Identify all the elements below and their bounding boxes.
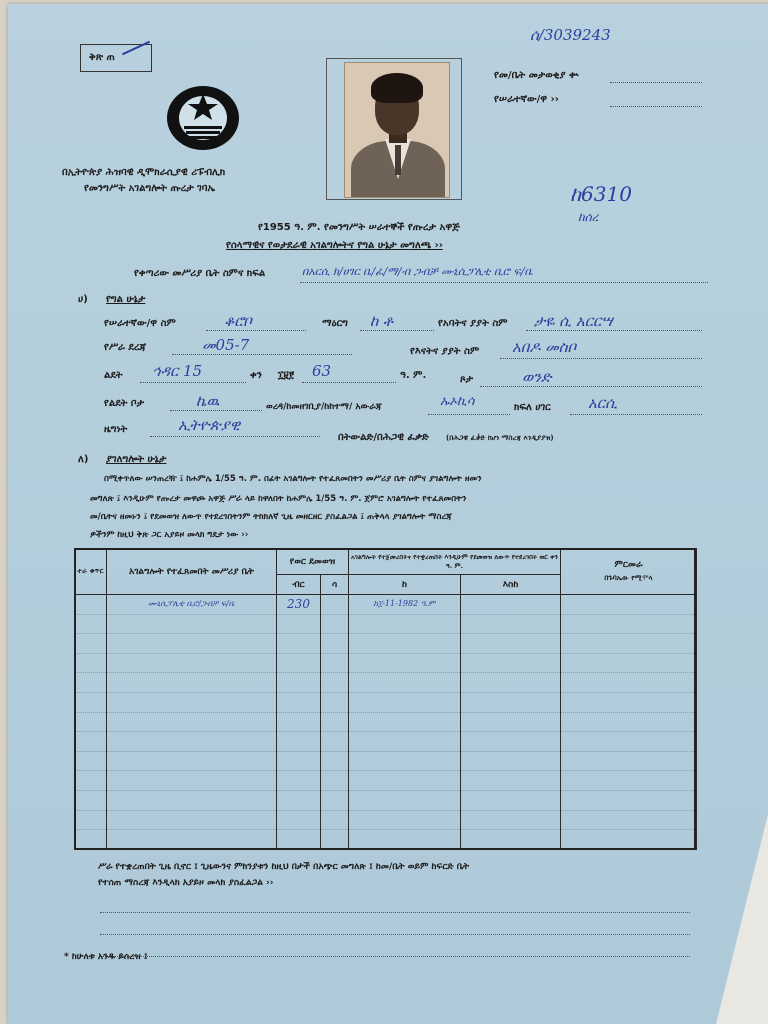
personal-title: የግል ሁኔታ [106, 294, 146, 305]
year-value: 63 [312, 362, 332, 380]
employer-line [300, 282, 708, 283]
table-row [75, 595, 697, 615]
sex-value: ወንድ [522, 368, 552, 386]
row-remarks [561, 595, 697, 615]
grandfather-label: የአባትና ያያት ስም [438, 318, 508, 329]
birth-month: ኅዳር 15 [152, 362, 203, 380]
col-to-header: እስከ [461, 575, 561, 595]
service-para-2: መግለጽ ፤ እንዲሁም የጡረታ መዋጮ አዋጅ ሥራ ላይ ከዋለበት ከሐምሌ 1/55 ዓ. ም. ጀምሮ አገልግሎት የተፈጸመበትን [90, 494, 467, 504]
nationality-line [150, 436, 320, 437]
service-para-4: ዎችንም ከዚህ ቅጽ ጋር አያይዞ መላክ ግዴታ ነው ›› [90, 530, 249, 540]
footer-note-2: የተሰጠ ማስረጃ እንዲላክ አያይዞ መላክ ያስፈልጋል ›› [98, 878, 274, 888]
institution-line-2: የመንግሥት አገልግሎት ጡረታ ገባኤ [84, 183, 216, 194]
stamp-number: ከ6310 [570, 182, 632, 206]
col-birr-header: ብር [277, 575, 321, 595]
birthplace-value: ኬዉ [196, 392, 220, 410]
province-line [570, 414, 702, 415]
name-label: የሠራተኛው/ዋ ስም [104, 318, 176, 329]
col-number-header: ተራ ቁጥር [75, 549, 107, 595]
col-period-header: አገልግሎት የተጀመረበትና የተቋረጠበት እንዲሁም የደመወዝ ለውጥ የተደረገበት ወር ቀን ዓ. ም. [349, 549, 561, 575]
emblem-icon [164, 82, 242, 152]
stamp-sub: ከሰረ [578, 210, 599, 224]
mother-line [500, 358, 702, 359]
level-line [172, 354, 352, 355]
office-id-line [610, 82, 702, 83]
row-from: ከ፲-11-1982 ዓ.ም [349, 595, 461, 615]
col-salary-header: የወር ደመወዝ [277, 549, 349, 575]
name-value: ቆሮቦ [224, 312, 252, 330]
personal-marker: ሀ) [78, 294, 88, 305]
table-row [75, 634, 697, 654]
employee-id-line [610, 106, 702, 107]
level-label: የሥራ ደረጃ [104, 342, 147, 353]
footer-line-1 [100, 912, 690, 913]
page-corner [716, 814, 768, 1024]
col-from-header: ከ [349, 575, 461, 595]
reference-label: ቅጽ ጠ [89, 52, 115, 63]
employer-value: በአርሲ ክ/ሀገር ቤ/ፈ/ማ/ብ ጋብቻ ሙኒሲፓሊቲ ቢሮ ፍ/ቤ [302, 265, 533, 278]
mother-value: አበዶ መስቦ [512, 338, 577, 356]
employee-id-label: የሠራተኛው/ዋ ›› [494, 94, 559, 105]
col-remarks-header [561, 549, 697, 595]
level-value: መ05-7 [202, 336, 250, 354]
woreda-line [428, 414, 510, 415]
form-title-1: የ1955 ዓ. ም. የመንግሥት ሠራተኞች የጡረታ አዋጅ [258, 222, 460, 233]
sex-label: ጾታ [460, 374, 474, 385]
row-office: ሙኒሲፓሊቲ ቢሮ/ጋብቻ ፍ/ቤ [107, 595, 277, 615]
year-label: ዓ. ም. [400, 370, 427, 381]
row-to [461, 595, 561, 615]
nationality-label: ዜግነት [104, 424, 128, 435]
woreda-value: ኡኦኪሳ [440, 394, 475, 409]
table-row [75, 830, 697, 850]
table-row [75, 673, 697, 693]
office-id-label: የመ/ቤት መታወቂያ ቍ [494, 70, 579, 81]
footnote: * ከሁለቱ አንዱ ይሰረዝ ፤ [64, 952, 148, 962]
row-birr: 230 [277, 595, 321, 615]
reference-box [80, 44, 152, 72]
name-line [206, 330, 306, 331]
service-table [74, 548, 697, 850]
grandfather-value: ታዬ ሲ አርርሣ [534, 312, 613, 330]
form-title-2: የሰላማዊና የወታደራዊ አገልግሎትና የግል ሁኔታ መግለጫ ›› [226, 240, 443, 251]
col-cents-header: ሳ [321, 575, 349, 595]
table-row [75, 771, 697, 791]
col-remarks-title: ምርመራ [614, 560, 643, 570]
title-label: ማዕርግ [322, 318, 348, 329]
footer-line-2 [100, 934, 690, 935]
employer-label: የቀጣሪው መሥሪያ ቤት ስምና ክፍል [134, 268, 266, 279]
nationality-value: ኢትዮጵያዊ [178, 416, 241, 434]
nationality-note: በትውልድ/በሕጋዊ ፈቃድ [338, 432, 429, 443]
institution-line-1: በኢትዮጵያ ሕዝባዊ ዲሞክራሲያዊ ሪፑብሊክ [62, 167, 226, 178]
col-remarks-sub: በጉባኤው የሚሞላ [604, 574, 653, 582]
service-para-3: መ/ቤትና ዘመኑን ፤ የደመወዝ ለውጥ የተደረገበትንም ትክክለኛ ጊዜ መዘርዘር ያስፈልጋል ፤ ጠቅላላ ያገልግሎት ማስረጃ [90, 512, 452, 522]
table-row [75, 653, 697, 673]
col-office-header: አገልግሎት የተፈጸመበት መሥሪያ ቤት [107, 549, 277, 595]
table-row [75, 693, 697, 713]
year-prefix: ፲፱፻ [278, 370, 295, 381]
birth-month-line [140, 382, 246, 383]
service-title: ያገለግሎት ሁኔታ [106, 454, 167, 465]
table-row [75, 810, 697, 830]
table-row [75, 791, 697, 811]
birth-label: ልደት [104, 370, 123, 381]
table-row [75, 732, 697, 752]
service-para-1: በሚቀጥለው ሠንጠረዥ ፤ ከሐምሌ 1/55 ዓ. ም. በፊት አገልግሎት የተፈጸመበትን መሥሪያ ቤት ስምና ያገልግሎት ዘመን [104, 474, 482, 484]
footer-line-3 [100, 956, 690, 957]
year-line [302, 382, 396, 383]
title-value: ከ ቶ [370, 312, 393, 330]
birthplace-line [170, 410, 262, 411]
table-row [75, 751, 697, 771]
service-marker: ለ) [78, 454, 89, 465]
mother-label: የእናትና ያያት ስም [410, 346, 480, 357]
nationality-note-small: (በሕጋዊ ፈቃድ ከሆነ ማስረጃ እንዲያያዝ) [446, 434, 554, 442]
grandfather-line [526, 330, 702, 331]
sex-line [480, 386, 702, 387]
portrait-photo [344, 62, 450, 198]
birthplace-label: የልደት ቦታ [104, 398, 145, 409]
title-line [360, 330, 434, 331]
row-cents [321, 595, 349, 615]
day-label: ቀን [250, 370, 262, 381]
table-row [75, 614, 697, 634]
province-label: ክፍለ ሀገር [514, 402, 551, 413]
province-value: አርሲ [588, 394, 618, 412]
table-row [75, 712, 697, 732]
file-number: ሰ/3039243 [530, 26, 611, 44]
woreda-label: ወረዳ/ከመዘገቢያ/ከከተማ/ አውራጃ [266, 402, 382, 412]
footer-note-1: ሥራ የተቋረጠበት ጊዜ ቢኖር ፤ ጊዜውንና ምክንያቱን ከዚህ በታች በአጭር መግለጽ ፤ ከመ/ቤት ወይም ከፍርድ ቤት [98, 862, 470, 872]
